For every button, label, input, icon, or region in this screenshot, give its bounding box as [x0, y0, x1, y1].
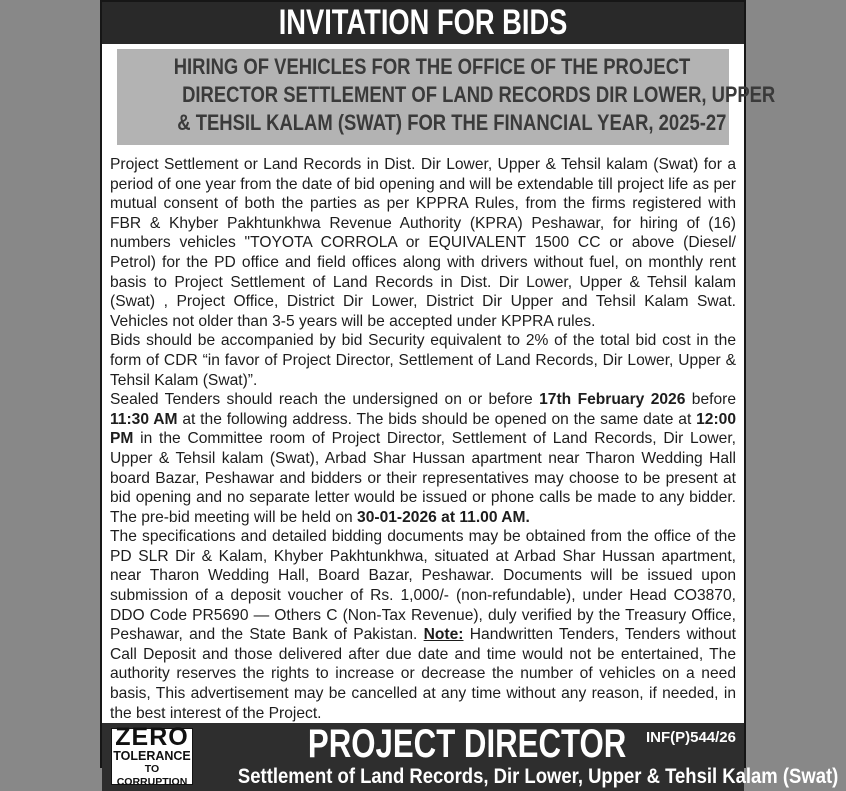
title-line: [117, 54, 729, 82]
title-line-text: DIRECTOR SETTLEMENT OF LAND RECORDS DIR LOWER, UPPER: [182, 82, 776, 107]
body-paragraph: The specifications and detailed bidding documents may be obtained from the office of the PD SLR Dir & Kalam, Khyber Pakhtunkhwa, situated at Arbad Shar Hussan apartment, near Tharon Wedding Hall, Board Bazar, Peshawar. Documents will be issued upon submission of a deposit voucher of Rs. 1,000/- (non-refundable), under Head CO3870, DDO Code PR5690 — Others C (Non-Tax Revenue), duly verified by the Treasury Office, Peshawar, and the State Bank of Pakistan. Note: Handwritten Tenders, Tenders without Call Deposit and those delivered after due date and time would not be entertained, The authority reserves the rights to increase or decrease the number of vehicles on a need basis, This advertisement may be cancelled at any time without any reason, if needed, in the best interest of the Project.: [110, 528, 736, 722]
footer-title-text: PROJECT DIRECTOR: [308, 722, 627, 767]
badge-line-2: TOLERANCE: [113, 749, 191, 764]
banner-title: INVITATION FOR BIDS: [278, 3, 568, 42]
body-paragraph: Bids should be accompanied by bid Security equivalent to 2% of the total bid cost in the form of CDR “in favor of Project Director, Settlement of Land Records, Dir Lower, Upper & Tehsil Kalam (Swat)”.: [110, 332, 736, 389]
body-paragraph: Sealed Tenders should reach the undersigned on or before 17th February 2026 before 11:30 AM at the following address. The bids should be opened on the same date at 12:00 PM in the Committee room of Project Director, Settlement of Land Records, Dir Lower, Upper & Tehsil kalam (Swat), Arbad Shar Hussan apartment near Tharon Wedding Hall board Bazar, Peshawar and bidders or their representatives may choose to be present at bid opening and no separate letter would be issued or phone calls be made to any bidder. The pre-bid meeting will be held on 30-01-2026 at 11.00 AM.: [110, 391, 736, 526]
title-box: [117, 49, 776, 145]
footer-subtitle-text: Settlement of Land Records, Dir Lower, Upper & Tehsil Kalam (Swat): [237, 765, 839, 789]
title-line-text: HIRING OF VEHICLES FOR THE OFFICE OF THE PROJECT: [173, 54, 691, 79]
footer: [102, 722, 839, 791]
tender-notice-page: [100, 0, 839, 789]
footer-subtitle: [197, 765, 839, 791]
title-line-text: & TEHSIL KALAM (SWAT) FOR THE FINANCIAL YEAR, 2025-27: [177, 110, 727, 135]
title-line: [117, 82, 776, 110]
badge-line-3: TO CORRUPTION: [116, 763, 188, 789]
notice-body: [102, 145, 744, 723]
ad-reference-number: INF(P)544/26: [645, 729, 736, 747]
title-line: [117, 110, 729, 138]
body-paragraph: Project Settlement or Land Records in Dist. Dir Lower, Upper & Tehsil kalam (Swat) for a period of one year from the date of bid opening and will be extendable till project life as per mutual consent of both the parties as per KPPRA Rules, from the firms registered with FBR & Khyber Pakhtunkhwa Revenue Authority (KPRA) Peshawar, for hiring of (16) numbers vehicles "TOYOTA CORROLA or EQUIVALENT 1500 CC or above (Diesel/ Petrol) for the PD office and field offices along with drivers without fuel, on monthly rent basis to Project Settlement of Land Records in Dist. Dir Lower, Upper & Tehsil kalam (Swat) , Project Office, District Dir Lower, District Dir Upper and Tehsil Kalam Swat. Vehicles not older than 3-5 years will be accepted under KPPRA rules.: [110, 156, 736, 330]
badge-line-1: ZERO: [115, 723, 189, 752]
zero-tolerance-badge: [111, 723, 193, 789]
banner: [102, 2, 744, 44]
